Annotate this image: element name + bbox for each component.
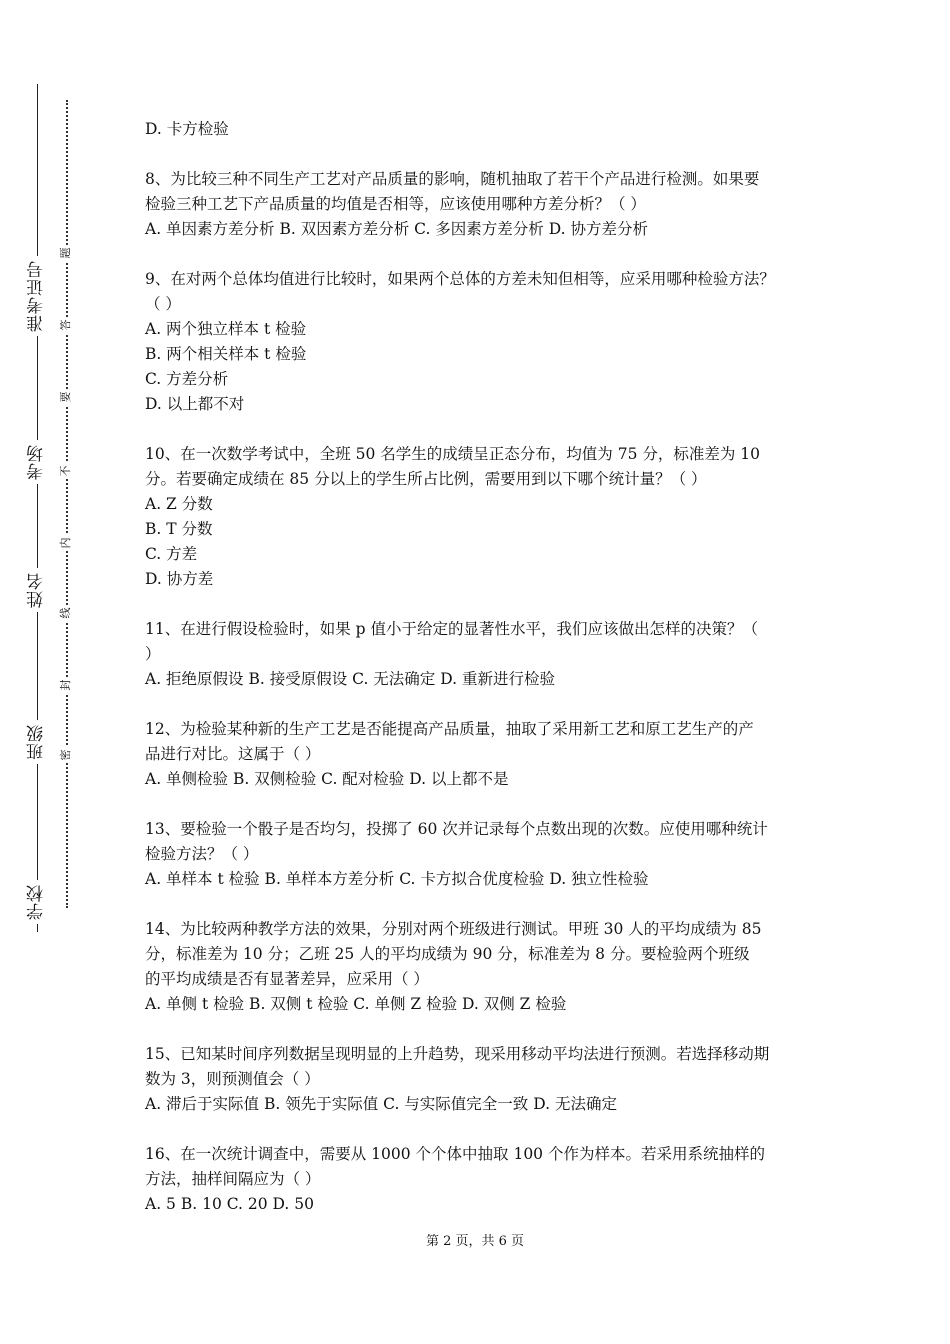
question-text: 检验三种工艺下产品质量的均值是否相等，应该使用哪种方差分析？（ ） [145, 195, 646, 213]
option-line: D. 以上都不对 [145, 395, 245, 413]
question-11 [145, 617, 815, 692]
option-line: C. 方差分析 [145, 370, 229, 388]
option-line: A. 单样本 t 检验 B. 单样本方差分析 C. 卡方拟合优度检验 D. 独立性检验 [145, 870, 649, 888]
question-8 [145, 167, 815, 242]
option-line: A. 拒绝原假设 B. 接受原假设 C. 无法确定 D. 重新进行检验 [145, 670, 555, 688]
seal-char-ti: 题 [57, 245, 75, 261]
option-line: A. 滞后于实际值 B. 领先于实际值 C. 与实际值完全一致 D. 无法确定 [145, 1095, 617, 1113]
question-text: 10、在一次数学考试中，全班 50 名学生的成绩呈正态分布，均值为 75 分，标准差为 10 [145, 445, 761, 463]
seal-char-xian: 线 [57, 605, 75, 621]
name-label: 姓名 [22, 568, 52, 612]
option-line: B. T 分数 [145, 520, 213, 538]
question-9 [145, 267, 815, 417]
question-text: 13、要检验一个骰子是否均匀，投掷了 60 次并记录每个点数出现的次数。应使用哪种统计 [145, 820, 768, 838]
question-text: 检验方法？（ ） [145, 845, 259, 863]
question-text: 11、在进行假设检验时，如果 p 值小于给定的显著性水平，我们应该做出怎样的决策？（ [145, 620, 759, 638]
option-line: A. Z 分数 [145, 495, 213, 513]
binding-margin [0, 0, 110, 1344]
question-14 [145, 917, 815, 1017]
question-list [145, 117, 815, 1242]
question-text: 数为 3，则预测值会（ ） [145, 1070, 320, 1088]
option-line: A. 单侧检验 B. 双侧检验 C. 配对检验 D. 以上都不是 [145, 770, 509, 788]
seal-char-feng: 封 [57, 677, 75, 693]
question-text: 的平均成绩是否有显著差异，应采用（ ） [145, 970, 429, 988]
class-label: 班级 [22, 720, 52, 764]
option-line: B. 两个相关样本 t 检验 [145, 345, 307, 363]
question-text: 方法，抽样间隔应为（ ） [145, 1170, 321, 1188]
question-15 [145, 1042, 815, 1117]
page-number: 第 2 页，共 6 页 [425, 1234, 525, 1249]
option-line: A. 5 B. 10 C. 20 D. 50 [145, 1195, 314, 1213]
option-line: A. 单因素方差分析 B. 双因素方差分析 C. 多因素方差分析 D. 协方差分析 [145, 220, 648, 238]
option-line: C. 方差 [145, 545, 198, 563]
question-13 [145, 817, 815, 892]
exam-id-label: 准考证号 [22, 256, 52, 336]
option-line: A. 两个独立样本 t 检验 [145, 320, 307, 338]
option-line: D. 协方差 [145, 570, 214, 588]
seal-char-mi: 密 [57, 747, 75, 763]
question-12 [145, 717, 815, 792]
seal-char-nei: 内 [57, 535, 75, 551]
question-text: 16、在一次统计调查中，需要从 1000 个个体中抽取 100 个作为样本。若采用系统抽样的 [145, 1145, 765, 1163]
option-line: D. 卡方检验 [145, 120, 229, 138]
option-line: A. 单侧 t 检验 B. 双侧 t 检验 C. 单侧 Z 检验 D. 双侧 Z 检验 [145, 995, 567, 1013]
seal-dotted-line [66, 100, 68, 908]
question-text: 品进行对比。这属于（ ） [145, 745, 321, 763]
binding-solid-line [37, 84, 38, 932]
question-text: 14、为比较两种教学方法的效果，分别对两个班级进行测试。甲班 30 人的平均成绩为 85 [145, 920, 762, 938]
question-text: 12、为检验某种新的生产工艺是否能提高产品质量，抽取了采用新工艺和原工艺生产的产 [145, 720, 754, 738]
answer-blank: ） [145, 645, 161, 663]
question-text: 15、已知某时间序列数据呈现明显的上升趋势，现采用移动平均法进行预测。若选择移动期 [145, 1045, 770, 1063]
question-text: 分。若要确定成绩在 85 分以上的学生所占比例，需要用到以下哪个统计量？（ ） [145, 470, 707, 488]
seal-char-bu: 不 [57, 463, 75, 479]
question-text: 分，标准差为 10 分；乙班 25 人的平均成绩为 90 分，标准差为 8 分。要检验两个班级 [145, 945, 750, 963]
question-16 [145, 1142, 815, 1217]
school-label: 学校 [22, 880, 52, 924]
answer-blank: （ ） [145, 295, 181, 313]
seal-char-da: 答 [57, 317, 75, 333]
exam-room-label: 考场 [22, 440, 52, 484]
question-10 [145, 442, 815, 592]
question-7-tail [145, 117, 815, 142]
seal-char-yao: 要 [57, 389, 75, 405]
question-text: 8、为比较三种不同生产工艺对产品质量的影响，随机抽取了若干个产品进行检测。如果要 [145, 170, 760, 188]
question-text: 9、在对两个总体均值进行比较时，如果两个总体的方差未知但相等，应采用哪种检验方法？ [145, 270, 775, 288]
